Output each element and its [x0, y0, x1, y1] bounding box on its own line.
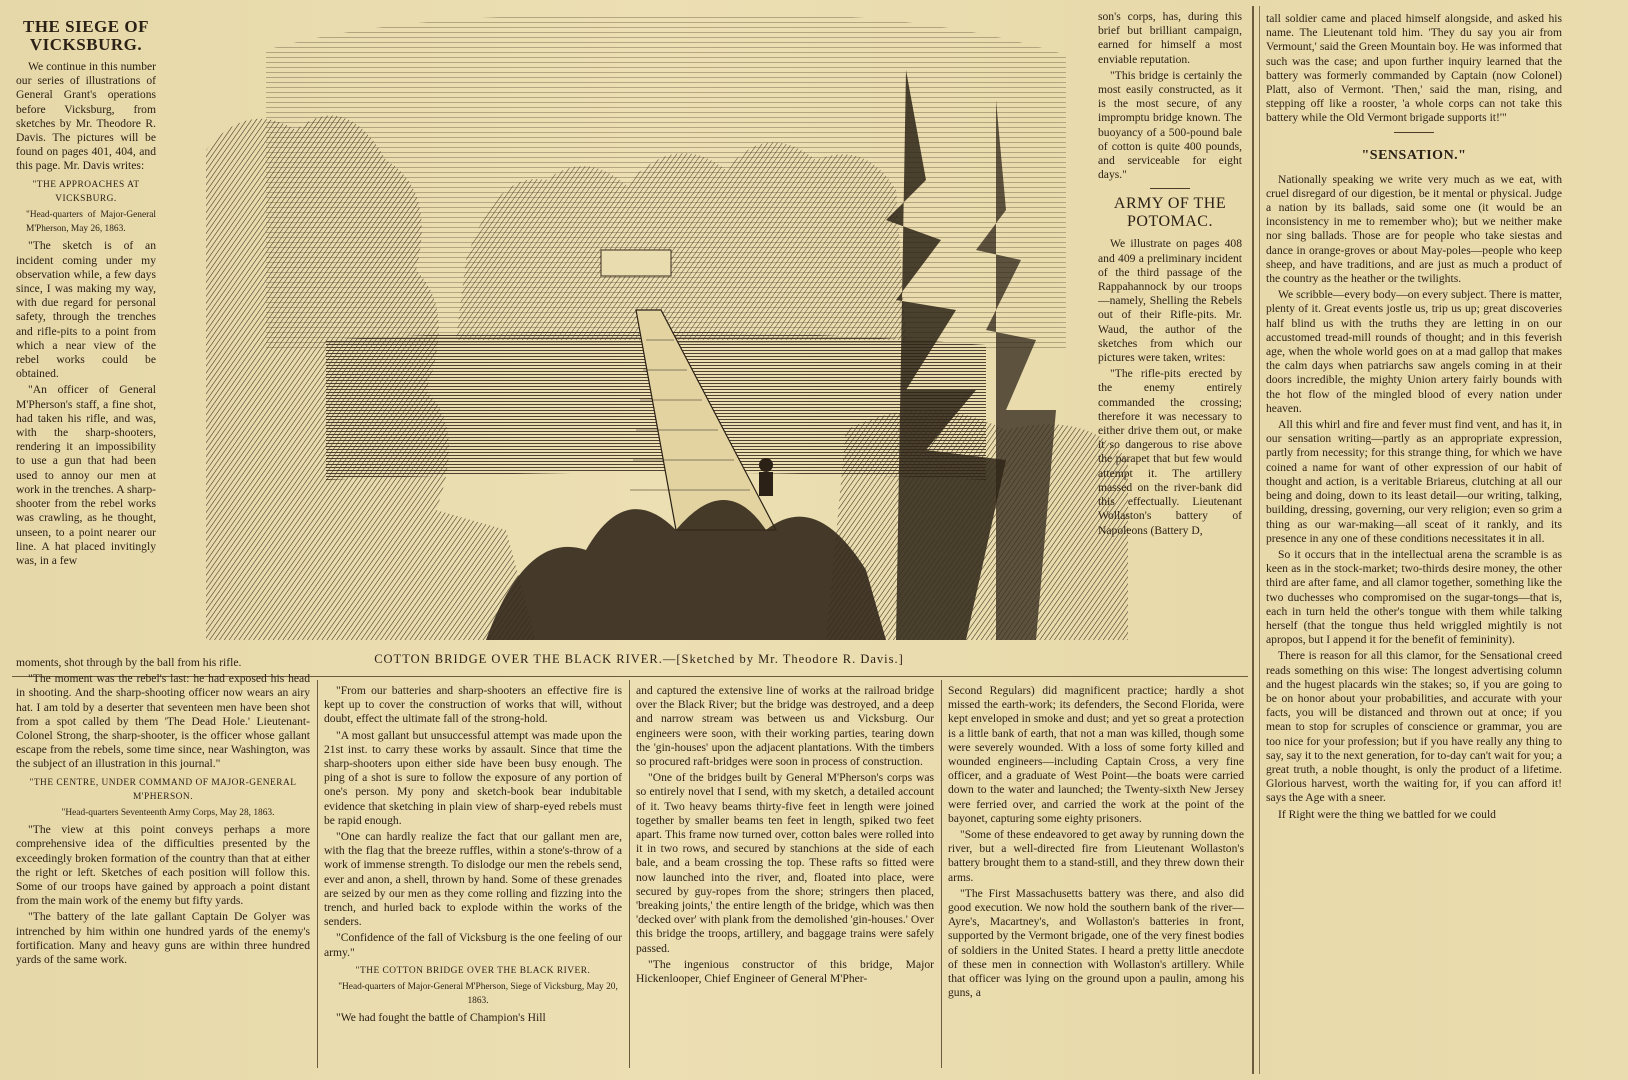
- paragraph: "Some of these endeavored to get away by running down the river, but a well-directed fire from Lieutenant Wollaston's battery brought them to a stand-still, and they threw down their arms.: [948, 828, 1244, 884]
- article-title: THE SIEGE OF VICKSBURG.: [23, 18, 149, 54]
- paragraph: "This bridge is certainly the most easily constructed, as it is the most secure, of any impromptu bridge known. The buoyancy of a 500-pound bale of cotton is quite 400 pounds, and serviceable for eight days.": [1098, 68, 1242, 182]
- paragraph: "The ingenious constructor of this bridge, Major Hickenlooper, Chief Engineer of General M'Pher-: [636, 957, 934, 986]
- dateline: "Head-quarters of Major-General M'Pherson, May 26, 1863.: [26, 210, 156, 235]
- paragraph: "Confidence of the fall of Vicksburg is the one feeling of our army.": [324, 931, 622, 959]
- paragraph: and captured the extensive line of works at the railroad bridge over the Black River; but the bridge was destroyed, and a deep and narrow stream was between us and Vicksburg. Our engineers were soon, with their working parties, tearing down the 'gin-houses' upon the adjacent plantations. With the timbers so procured raft-bridges were soon in process of construction.: [636, 684, 934, 769]
- article-title: ARMY OF THE POTOMAC.: [1113, 195, 1227, 231]
- paragraph: tall soldier came and placed himself alongside, and asked his name. The Lieutenant told him. 'They du say you air from Vermount,' said the Green Mountain boy. He was informed that such was the case; and upon further inquiry learned that the battery was formerly commanded by Captain (now Colonel) Platt, also of Vermont. 'Then,' said the man, rising, and stepping off like a rooster, 'a whole corps can not take this battery while the Old Vermont brigade supports it!'": [1266, 12, 1562, 125]
- column-sensation: [1266, 12, 1562, 1072]
- paragraph: If Right were the thing we battled for we could: [1278, 807, 1496, 821]
- paragraph: There is reason for all this clamor, for the Sensational creed reads something on this wise: The longest advertising column and the hugest placards win the stakes; so, if you are going to be on honor about your probabilities, and accurate with your facts, you will be distanced and thrown out at once; if you mean to stop for scruples of conscience or grammar, you are too nice for your profession; but if you have really any thing to say, say it to the next generation, for to-day can't wait for you; a great truth, a noble thought, is only the product of a lifetime. Glorious harvest, worth the waiting for, if you can afford it! says the Age with a sneer.: [1266, 649, 1562, 805]
- column-rule: [317, 680, 318, 1068]
- paragraph: We illustrate on pages 408 and 409 a preliminary incident of the third passage of the Rappahannock by our troops—namely, Shelling the Rebels out of their Rifle-pits. Mr. Waud, the author of the sketches from which our pictures were taken, writes:: [1098, 237, 1242, 365]
- paragraph: "The view at this point conveys perhaps a more comprehensive idea of the difficulties presented by the exceedingly broken formation of the country than that at either the right or left. Sketches of each position will follow this. Some of our troops have gained by approach a point distant from the main work of the enemy but fifty yards.: [16, 823, 310, 908]
- column-rule: [1252, 6, 1254, 1074]
- paragraph: "The sketch is of an incident coming under my observation while, a few days since, I was making my way, with due regard for personal safety, through the trenches and rifle-pits to a point from which a near view of the rebel works could be obtained.: [16, 239, 156, 381]
- paragraph: All this whirl and fire and fever must find vent, and has it, in our sensation writing—partly as an appropriate expression, partly from necessity; for this strange thing, for which we have coined a name for want of other expression of our habit of thought and action, is a veritable Briareus, clutching at all our being and doing, down to its least detail—our writing, talking, building, dressing, governing, our very religion; even so grim a thing as our war-making—all sceat of it rankly, and its presence in any one of these conditions necessitates it in all.: [1266, 418, 1562, 545]
- column-bottom-2: [324, 684, 622, 1068]
- divider: [1150, 188, 1190, 189]
- paragraph: "We had fought the battle of Champion's Hill: [336, 1011, 546, 1025]
- column-bottom-1: [16, 656, 310, 1066]
- column-rule: [629, 680, 630, 1068]
- paragraph: Second Regulars) did magnificent practice; hardly a shot missed the earth-work; its defenders, the Second Florida, were kept enveloped in smoke and dust; and yet so great a protection is a little bank of earth, that not a man was killed, though some were severely wounded. With a loss of some forty killed and wounded engineers—including Captain Cross, a very fine officer, and a graduate of West Point—the boats were carried down to the water and launched; the Twenty-sixth New Jersey were ferried over, and carried the work at the point of the bayonet, capturing some eighty prisoners.: [948, 684, 1244, 825]
- paragraph: "The battery of the late gallant Captain De Golyer was intrenched by him within one hundred yards of the enemy's fortification. Many and heavy guns are within three hundred yards of the same work.: [16, 910, 310, 967]
- paragraph: Nationally speaking we write very much as we eat, with cruel disregard of our digestion, be it mental or physical. Judge a nation by its ballads, said some one (it would be an inconsistency in me to remember who); but we neither make nor sing ballads. Those are for people who take siestas and dance in orange-groves or about May-poles—people who keep sheep, and have traditions, and are just as much a product of the country as the heather or the twilights.: [1266, 172, 1562, 286]
- engraving-cotton-bridge: [206, 10, 1128, 640]
- paragraph: moments, shot through by the ball from his rifle.: [16, 656, 242, 669]
- paragraph: "One can hardly realize the fact that our gallant men are, with the flag that the breeze ruffles, within a stone's-throw of a work of immense strength. To dislodge our men the rebels send, ever and anon, a shell, thrown by hand. Some of these grenades are seized by our men as they come rolling and fizzing into the trench, and hurled back to explode within the works of the senders.: [324, 830, 622, 929]
- column-rule: [941, 680, 942, 1068]
- paragraph: "The First Massachusetts battery was there, and also did good execution. We now hold the southern bank of the river—Ayre's, Macartney's, and Wollaston's batteries in front, supported by the Vermont brigade, one of the very finest bodies of soldiers in the United States. I heard a pretty little anecdote of these men in connection with Wollaston's artillery. While that officer was lying on the ground upon a paulin, among his guns, a: [948, 886, 1244, 1000]
- paragraph: son's corps, has, during this brief but brilliant campaign, earned for himself a most enviable reputation.: [1098, 10, 1242, 66]
- paragraph: "An officer of General M'Pherson's staff, a fine shot, had taken his rifle, and was, with the sharp-shooters, rendering it an impossibility to use a gun that had been used to annoy our men at work in the trenches. A sharp-shooter from the rebel works was crawling, as he thought, unseen, to a point nearer our line. A hat placed invitingly was, in a few: [16, 383, 156, 567]
- subheading: "THE COTTON BRIDGE OVER THE BLACK RIVER.: [355, 965, 591, 976]
- column-bottom-3: [636, 684, 934, 1068]
- paragraph: So it occurs that in the intellectual arena the scramble is as keen as in the stock-market; two-thirds desire money, the other third are after fame, and all clamor together, something like the two duchesses who compromised on the sugar-tongs—that is, each in turn held the other's tongue with them while talking herself (that the tongue thus held wriggled mightily is not apropos, but I append it for the benefit of femininity).: [1266, 547, 1562, 647]
- column-siege: [16, 18, 156, 660]
- paragraph: "The moment was the rebel's last: he had exposed his head in shooting. And the sharp-shooting officer now wears an airy hat. I am told by a deserter that seventeen men have been shot from a spot called by them 'The Dead Hole.' Lieutenant-Colonel Strong, the sharp-shooter, is the officer whose gallant escape from the rebels, some time since, near Washington, was the subject of an illustration in this journal.": [16, 672, 310, 771]
- paragraph: We scribble—every body—on every subject. There is matter, plenty of it. Great events jostle us, trip us up; great discoveries half blind us with the truths they are letting in on our accustomed tread-mill rounds of thought; and in this feverish age, when the whole world goes on at a mad gallop that makes the calm days when patriarchs saw angels coming in at their doors incredible, the mighty Union artery fairly bounds with the hot flow of the mingled blood of every nation under heaven.: [1266, 288, 1562, 415]
- paragraph: We continue in this number our series of illustrations of General Grant's operations before Vicksburg, from sketches by Mr. Theodore R. Davis. The pictures will be found on pages 401, 404, and this page. Mr. Davis writes:: [16, 60, 156, 173]
- dateline: "Head-quarters Seventeenth Army Corps, May 28, 1863.: [61, 808, 275, 819]
- subheading: "THE APPROACHES AT VICKSBURG.: [32, 179, 140, 204]
- dateline: "Head-quarters of Major-General M'Pherson, Siege of Vicksburg, May 20, 1863.: [338, 982, 618, 1007]
- paragraph: "The rifle-pits erected by the enemy entirely commanded the crossing; therefore it was necessary to either drive them out, or make it so dangerous to rise above the parapet that but few would attempt it. The artillery massed on the river-bank did this effectually. Lieutenant Wollaston's battery of Napoleons (Battery D,: [1098, 367, 1242, 537]
- paragraph: "One of the bridges built by General M'Pherson's corps was so entirely novel that I send, with my sketch, a detailed account of it. Two heavy beams thirty-five feet in length were joined together by smaller beams ten feet in length, spiked two feet apart. This frame now turned over, cotton bales were rolled into it in two rows, and secured by stanchions at the side of each bale, and a beam crossing the top. These rafts so fitted were now launched into the river, and, floated into place, were secured by guy-ropes from the shore; stringers then placed, 'breaking joints,' the entire length of the bridge, which was then 'decked over' with plank from the demolished 'gin-houses.' Over this bridge the troops, artillery, and baggage trains were safely passed.: [636, 771, 934, 955]
- column-rule: [1259, 6, 1260, 1074]
- divider: [1394, 132, 1434, 133]
- paragraph: "A most gallant but unsuccessful attempt was made upon the 21st inst. to carry these works by assault. Since that time the sharp-shooters upon either side have been busy enough. The ping of a shot is sure to follow the exposure of any portion of one's person. My pony and sketch-book bear indubitable evidence that sketching in plain view of sharp-eyed rebels must be rapid enough.: [324, 728, 622, 827]
- paragraph: "From our batteries and sharp-shooters an effective fire is kept up to cover the construction of works that will, without doubt, effect the ultimate fall of the strong-hold.: [324, 684, 622, 726]
- illustration-caption: COTTON BRIDGE OVER THE BLACK RIVER.—[Sketched by Mr. Theodore R. Davis.]: [374, 652, 904, 666]
- column-army-potomac: [1098, 10, 1242, 652]
- column-bottom-4: [948, 684, 1244, 1068]
- subheading: "THE CENTRE, UNDER COMMAND OF MAJOR-GENERAL M'PHERSON.: [29, 777, 297, 802]
- article-title: "SENSATION.": [1361, 147, 1467, 163]
